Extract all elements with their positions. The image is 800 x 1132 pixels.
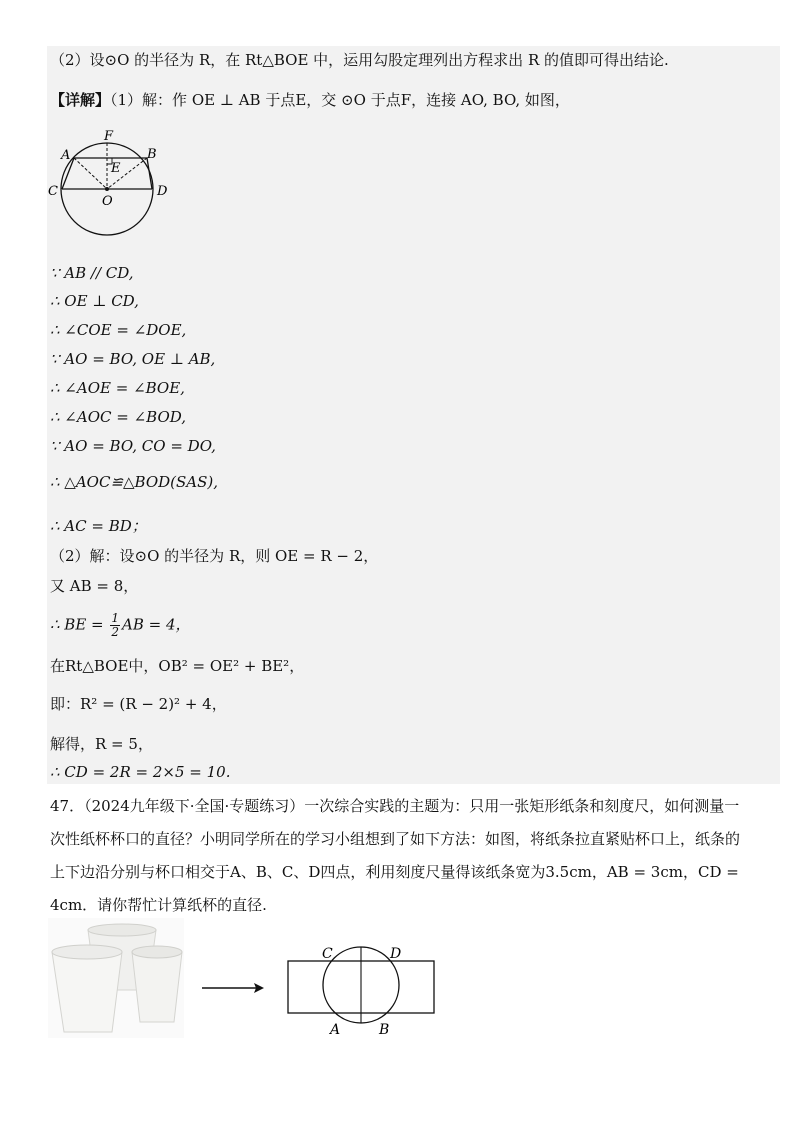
problem-47-text: 47．（2024九年级下·全国·专题练习）一次综合实践的主题为：只用一张矩形纸条和刻度尺，如何测量一次性纸杯杯口的直径？小明同学所在的学习小组想到了如下方法：如图，将纸条拉直紧贴杯口上，纸条的上下边沿分别与杯口相交于A、B、C、D四点，利用刻度尺量得该纸条宽为3.5cm，AB = 3cm，CD = 4cm．请你帮忙计算纸杯的直径. bbox=[50, 797, 741, 914]
step-12 bbox=[50, 612, 191, 639]
step-3: ∴ ∠COE = ∠DOE, bbox=[50, 321, 187, 339]
step-9: ∴ AC = BD； bbox=[50, 517, 147, 535]
strip-circle-figure bbox=[286, 944, 436, 1040]
fraction-one-half bbox=[110, 612, 120, 639]
label-f: F bbox=[104, 129, 114, 144]
step-2: ∴ OE ⊥ CD, bbox=[50, 292, 139, 310]
step-6: ∴ ∠AOC = ∠BOD, bbox=[50, 408, 187, 426]
step-4: ∵ AO = BO, OE ⊥ AB, bbox=[50, 350, 216, 368]
step-8: ∴ △AOC≌△BOD(SAS), bbox=[50, 473, 219, 491]
segment-ao bbox=[74, 158, 107, 189]
step-11: 又 AB = 8， bbox=[50, 577, 139, 595]
label-a2: A bbox=[330, 1022, 341, 1038]
detail-tag: 【详解】 bbox=[50, 91, 111, 109]
step-1: ∵ AB // CD, bbox=[50, 264, 134, 282]
circle-figure bbox=[48, 125, 178, 243]
step-16: ∴ CD = 2R = 2×5 = 10. bbox=[50, 763, 231, 781]
step-5: ∴ ∠AOE = ∠BOE, bbox=[50, 379, 185, 397]
step-7: ∵ AO = BO, CO = DO, bbox=[50, 437, 216, 455]
label-c2: C bbox=[322, 946, 333, 962]
paper-cups-image bbox=[48, 918, 184, 1038]
label-b2: B bbox=[379, 1022, 390, 1038]
point-o bbox=[105, 187, 109, 191]
label-o: O bbox=[102, 194, 113, 209]
step-13: 在Rt△BOE中，OB² = OE² + BE²， bbox=[50, 657, 305, 675]
label-a: A bbox=[61, 148, 71, 163]
cup-right bbox=[132, 952, 182, 1022]
intro-part2: （2）设⊙O 的半径为 R，在 Rt△BOE 中，运用勾股定理列出方程求出 R 的值即可得出结论. bbox=[50, 51, 669, 69]
step-14: 即：R² = (R − 2)² + 4， bbox=[50, 695, 227, 713]
label-c: C bbox=[48, 184, 58, 199]
label-d2: D bbox=[390, 946, 402, 962]
step-12-post: AB = 4， bbox=[122, 615, 191, 634]
label-b: B bbox=[147, 147, 157, 162]
label-d: D bbox=[157, 184, 168, 199]
step-10: （2）解：设⊙O 的半径为 R，则 OE = R − 2， bbox=[50, 547, 379, 565]
fraction-numerator: 1 bbox=[111, 611, 120, 625]
fraction-denominator: 2 bbox=[111, 625, 120, 639]
step-12-pre: ∴ BE = bbox=[50, 615, 109, 634]
cup-left bbox=[52, 952, 122, 1032]
step-15: 解得，R = 5， bbox=[50, 735, 153, 753]
segment-bd bbox=[147, 158, 152, 189]
detail-text: （1）解：作 OE ⊥ AB 于点E，交 ⊙O 于点F，连接 AO, BO, 如图， bbox=[110, 91, 570, 109]
label-e: E bbox=[111, 161, 121, 176]
arrow-icon bbox=[200, 980, 266, 996]
